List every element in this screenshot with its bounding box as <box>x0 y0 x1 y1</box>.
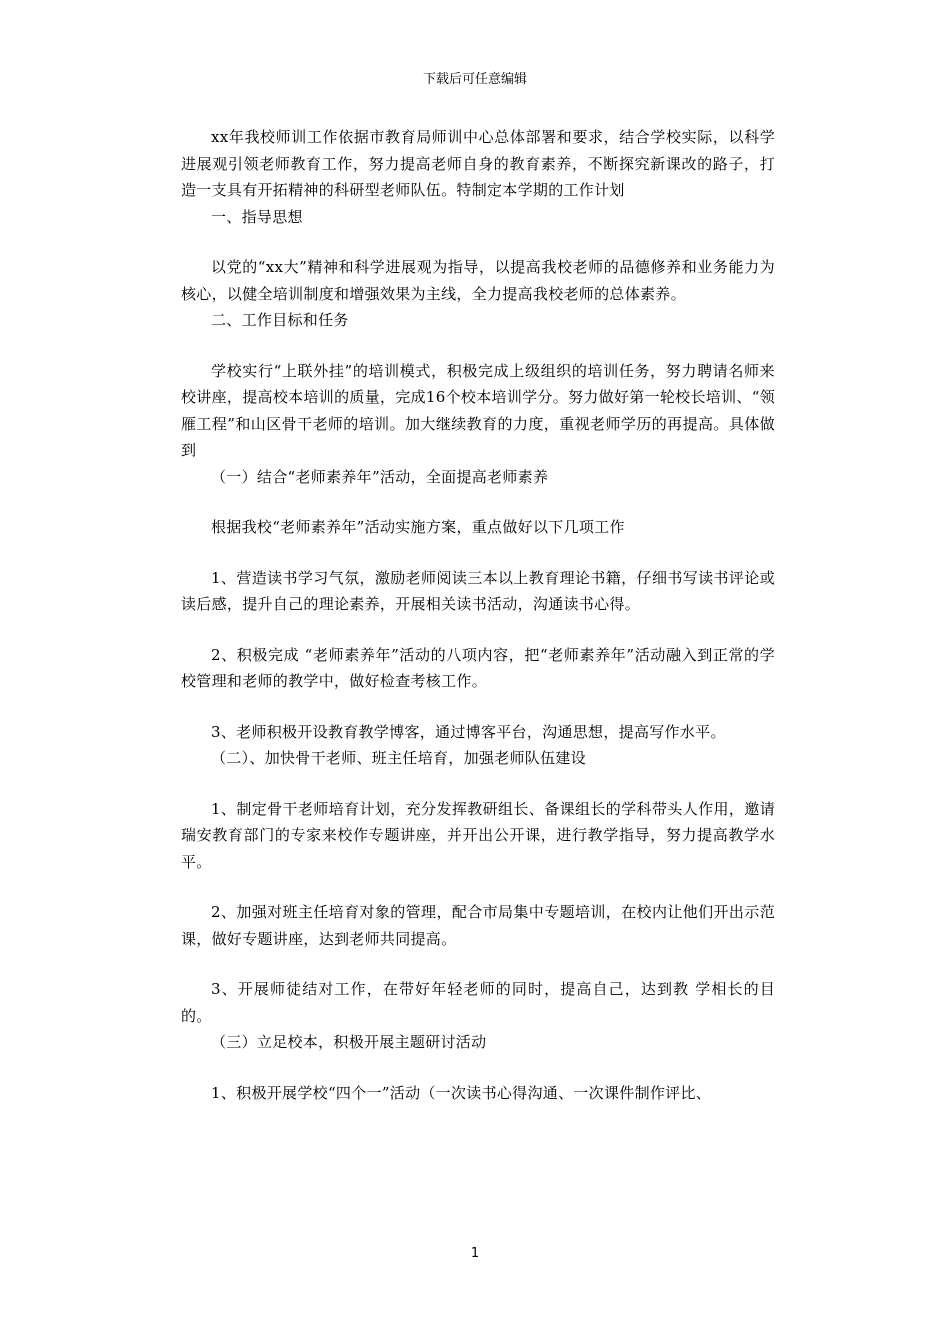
list-item-1-2: 2、积极完成 “老师素养年”活动的八项内容，把“老师素养年”活动融入到正常的学校管理和老师的教学中，做好检查考核工作。 <box>181 645 775 690</box>
subheading-1: （一）结合“老师素养年”活动，全面提高老师素养 <box>211 467 549 486</box>
document-body <box>181 124 775 1106</box>
list-item-3-1: 1、积极开展学校“四个一”活动（一次读书心得沟通、一次课件制作评比、 <box>211 1083 712 1102</box>
page-header: 下载后可任意编辑 <box>422 72 527 87</box>
subheading-2: （二）、加快骨干老师、班主任培育，加强老师队伍建设 <box>211 749 587 767</box>
list-item-2-1: 1、制定骨干老师培育计划，充分发挥教研组长、备课组长的学科带头人作用，邀请瑞安教育部门的专家来校作专题讲座，并开出公开课，进行教学指导，努力提高教学水平。 <box>181 799 775 871</box>
paragraph-plan-intro: 根据我校“老师素养年”活动实施方案，重点做好以下几项工作 <box>211 518 625 536</box>
page-number: 1 <box>470 1246 480 1261</box>
paragraph-guiding-ideology: 以党的“xx大”精神和科学进展观为指导，以提高我校老师的品德修养和业务能力为核心，以健全培训制度和增强效果为主线，全力提高我校老师的总体素养。 <box>181 258 775 303</box>
intro-paragraph: xx年我校师训工作依据市教育局师训中心总体部署和要求，结合学校实际，以科学进展观引领老师教育工作，努力提高老师自身的教育素养，不断探究新课改的路子，打造一支具有开拓精神的科研型老师队伍。特制定本学期的工作计划 <box>181 128 775 199</box>
list-item-2-3: 3、开展师徒结对工作，在带好年轻老师的同时，提高自己，达到教 学相长的目的。 <box>181 980 775 1025</box>
list-item-1-3: 3、老师积极开设教育教学博客，通过博客平台，沟通思想，提高写作水平。 <box>211 722 726 741</box>
subheading-3: （三）立足校本，积极开展主题研讨活动 <box>211 1033 487 1051</box>
list-item-1-1: 1、营造读书学习气氛，激励老师阅读三本以上教育理论书籍，仔细书写读书评论或读后感，提升自己的理论素养，开展相关读书活动，沟通读书心得。 <box>181 568 775 613</box>
list-item-2-2: 2、加强对班主任培育对象的管理，配合市局集中专题培训，在校内让他们开出示范课，做好专题讲座，达到老师共同提高。 <box>181 903 775 948</box>
paragraph-goals: 学校实行“上联外挂”的培训模式，积极完成上级组织的培训任务，努力聘请名师来校讲座，提高校本培训的质量，完成16个校本培训学分。努力做好第一轮校长培训、“领雁工程”和山区骨干老师的培训。加大继续教育的力度，重视老师学历的再提高。具体做到 <box>181 361 775 459</box>
section-heading-guiding-ideology: 一、指导思想 <box>211 207 303 226</box>
section-heading-goals: 二、工作目标和任务 <box>211 311 349 329</box>
